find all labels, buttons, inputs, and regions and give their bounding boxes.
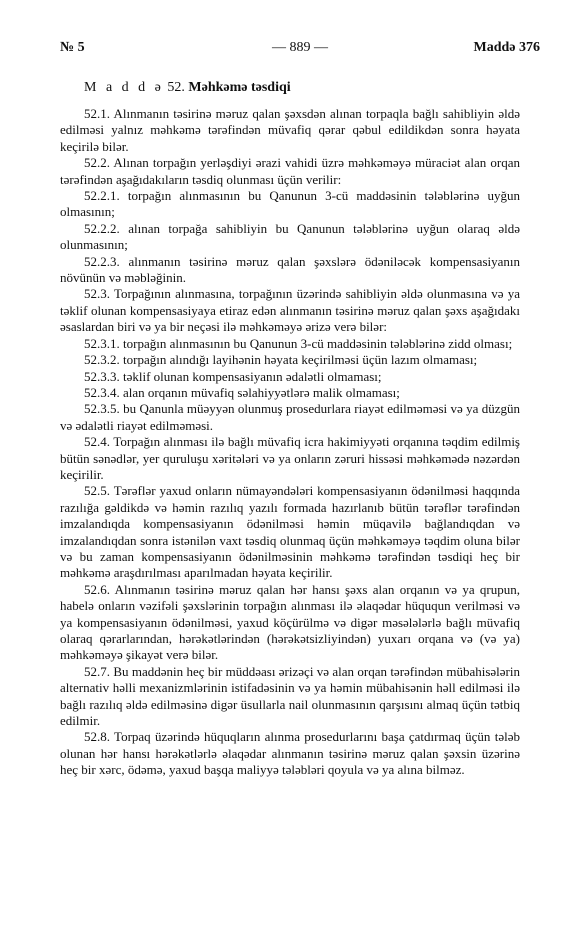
paragraph-52-3-5: 52.3.5. bu Qanunla müəyyən olunmuş prosedurlara riayət edilməməsi və ya düzgün və ədalətli riayət edilməməsi. <box>60 401 520 433</box>
article-number: 52. <box>167 80 185 95</box>
page-header <box>60 40 540 60</box>
paragraph-52-3-4: 52.3.4. alan orqanın müvafiq səlahiyyətlərə malik olmaması; <box>84 384 400 400</box>
paragraph-52-3-3: 52.3.3. təklif olunan kompensasiyanın ədalətli olmaması; <box>84 368 382 384</box>
paragraph-52-4: 52.4. Torpağın alınması ilə bağlı müvafiq icra hakimiyyəti orqanına təqdim edilmiş bütün sənədlər, yer quruluşu xəritələri və ya onların zəruri hissəsi məhkəmədə nəzərdən keçirilir. <box>60 434 520 482</box>
paragraph-52-6: 52.6. Alınmanın təsirinə məruz qalan hər hansı şəxs alan orqanın və ya qrupun, habelə onların vəzifəli şəxslərinin torpağın alınması ilə əlaqədar hüququn verilməsi və ya kompensasiyanın ödənilməsi, yaxud köçürülmə və digər məsələlərlə bağlı müvafiq olaraq qərarlarından, hərəkətlərindən (hərəkətsizliyindən) yuxarı orqana və (və ya) məhkəməyə şikayət verə bilər. <box>60 581 520 663</box>
paragraph-52-2: 52.2. Alınan torpağın yerləşdiyi ərazi vahidi üzrə məhkəməyə müraciət alan orqan tərəfindən aşağıdakıların təsdiq olunması üçün verilir: <box>60 155 520 187</box>
article-body <box>60 106 520 779</box>
paragraph-52-3: 52.3. Torpağının alınmasına, torpağının üzərində sahibliyin əldə olunmasına və ya təklif olunan kompensasiyaya etiraz edən alınmanın təsirinə məruz qalan şəxs aşağıdakı əsaslardan biri və ya bir neçəsi ilə məhkəməyə ərizə verə bilər: <box>60 286 520 335</box>
paragraph-52-2-2: 52.2.2. alınan torpağa sahibliyin bu Qanunun tələblərinə uyğun olaraq əldə olunmasının; <box>60 220 520 253</box>
paragraph-52-1: 52.1. Alınmanın təsirinə məruz qalan şəxsdən alınan torpaqla bağlı sahibliyin əldə edilməsi yalnız məhkəmə tərəfindən müvafiq qərar qəbul edildikdən sonra həyata keçirilə bilər. <box>60 106 520 154</box>
paragraph-52-3-2: 52.3.2. torpağın alındığı layihənin həyata keçirilməsi üçün lazım olmaması; <box>84 352 478 368</box>
paragraph-52-8: 52.8. Torpaq üzərində hüquqların alınma prosedurlarını başa çatdırmaq üçün tələb olunan hər hansı hərəkətlərlə əlaqədar alınmanın təsirinə məruz qalan şəxsin üzərinə heç bir xərc, ödəmə, yaxud başqa maliyyə tələbləri qoyula və ya alına bilməz. <box>60 729 520 778</box>
paragraph-52-2-1: 52.2.1. torpağın alınmasının bu Qanunun 3-cü maddəsinin tələblərinə uyğun olmasının; <box>60 188 520 220</box>
issue-number: № 5 <box>60 40 85 55</box>
page-number: — 889 — <box>272 40 328 55</box>
paragraph-52-3-1: 52.3.1. torpağın alınmasının bu Qanunun 3-cü maddəsinin tələblərinə zidd olması; <box>84 335 513 351</box>
article-reference: Maddə 376 <box>473 40 540 55</box>
article-heading: Məhkəmə təsdiqi <box>188 80 291 95</box>
article-title <box>84 80 291 96</box>
paragraph-52-2-3: 52.2.3. alınmanın təsirinə məruz qalan şəxslərə ödəniləcək kompensasiyanın növünün və məbləğinin. <box>60 253 520 286</box>
article-prefix: M a d d ə <box>84 80 164 95</box>
paragraph-52-5: 52.5. Tərəflər yaxud onların nümayəndələri kompensasiyanın ödənilməsi haqqında razılığa gəldikdə və həmin razılıq yazılı formada hazırlanıb bütün tərəflər tərəfindən imzalandıqda kompensasiyanın ödənilməsi həmin müqavilə bağlandıqdan və imzalandıqdan sonra istənilən vaxt təsdiq olunmaq üçün məhkəməyə təqdim oluna bilər və bu zaman kompensasiyanın ödənilməsinin məhkəmə tərəfindən təsdiqi heç bir məhkəmə araşdırılması aparılmadan həyata keçirilir. <box>60 483 520 581</box>
paragraph-52-7: 52.7. Bu maddənin heç bir müddəası ərizəçi və alan orqan tərəfindən mübahisələrin alternativ həlli mexanizmlərinin istifadəsinin və ya həmin mübahisənin həll edilməsi ilə bağlı razılıq əldə edilməsinə digər üsullarla nail olunmasının qarşısını almaq üçün tətbiq edilmir. <box>60 663 520 729</box>
